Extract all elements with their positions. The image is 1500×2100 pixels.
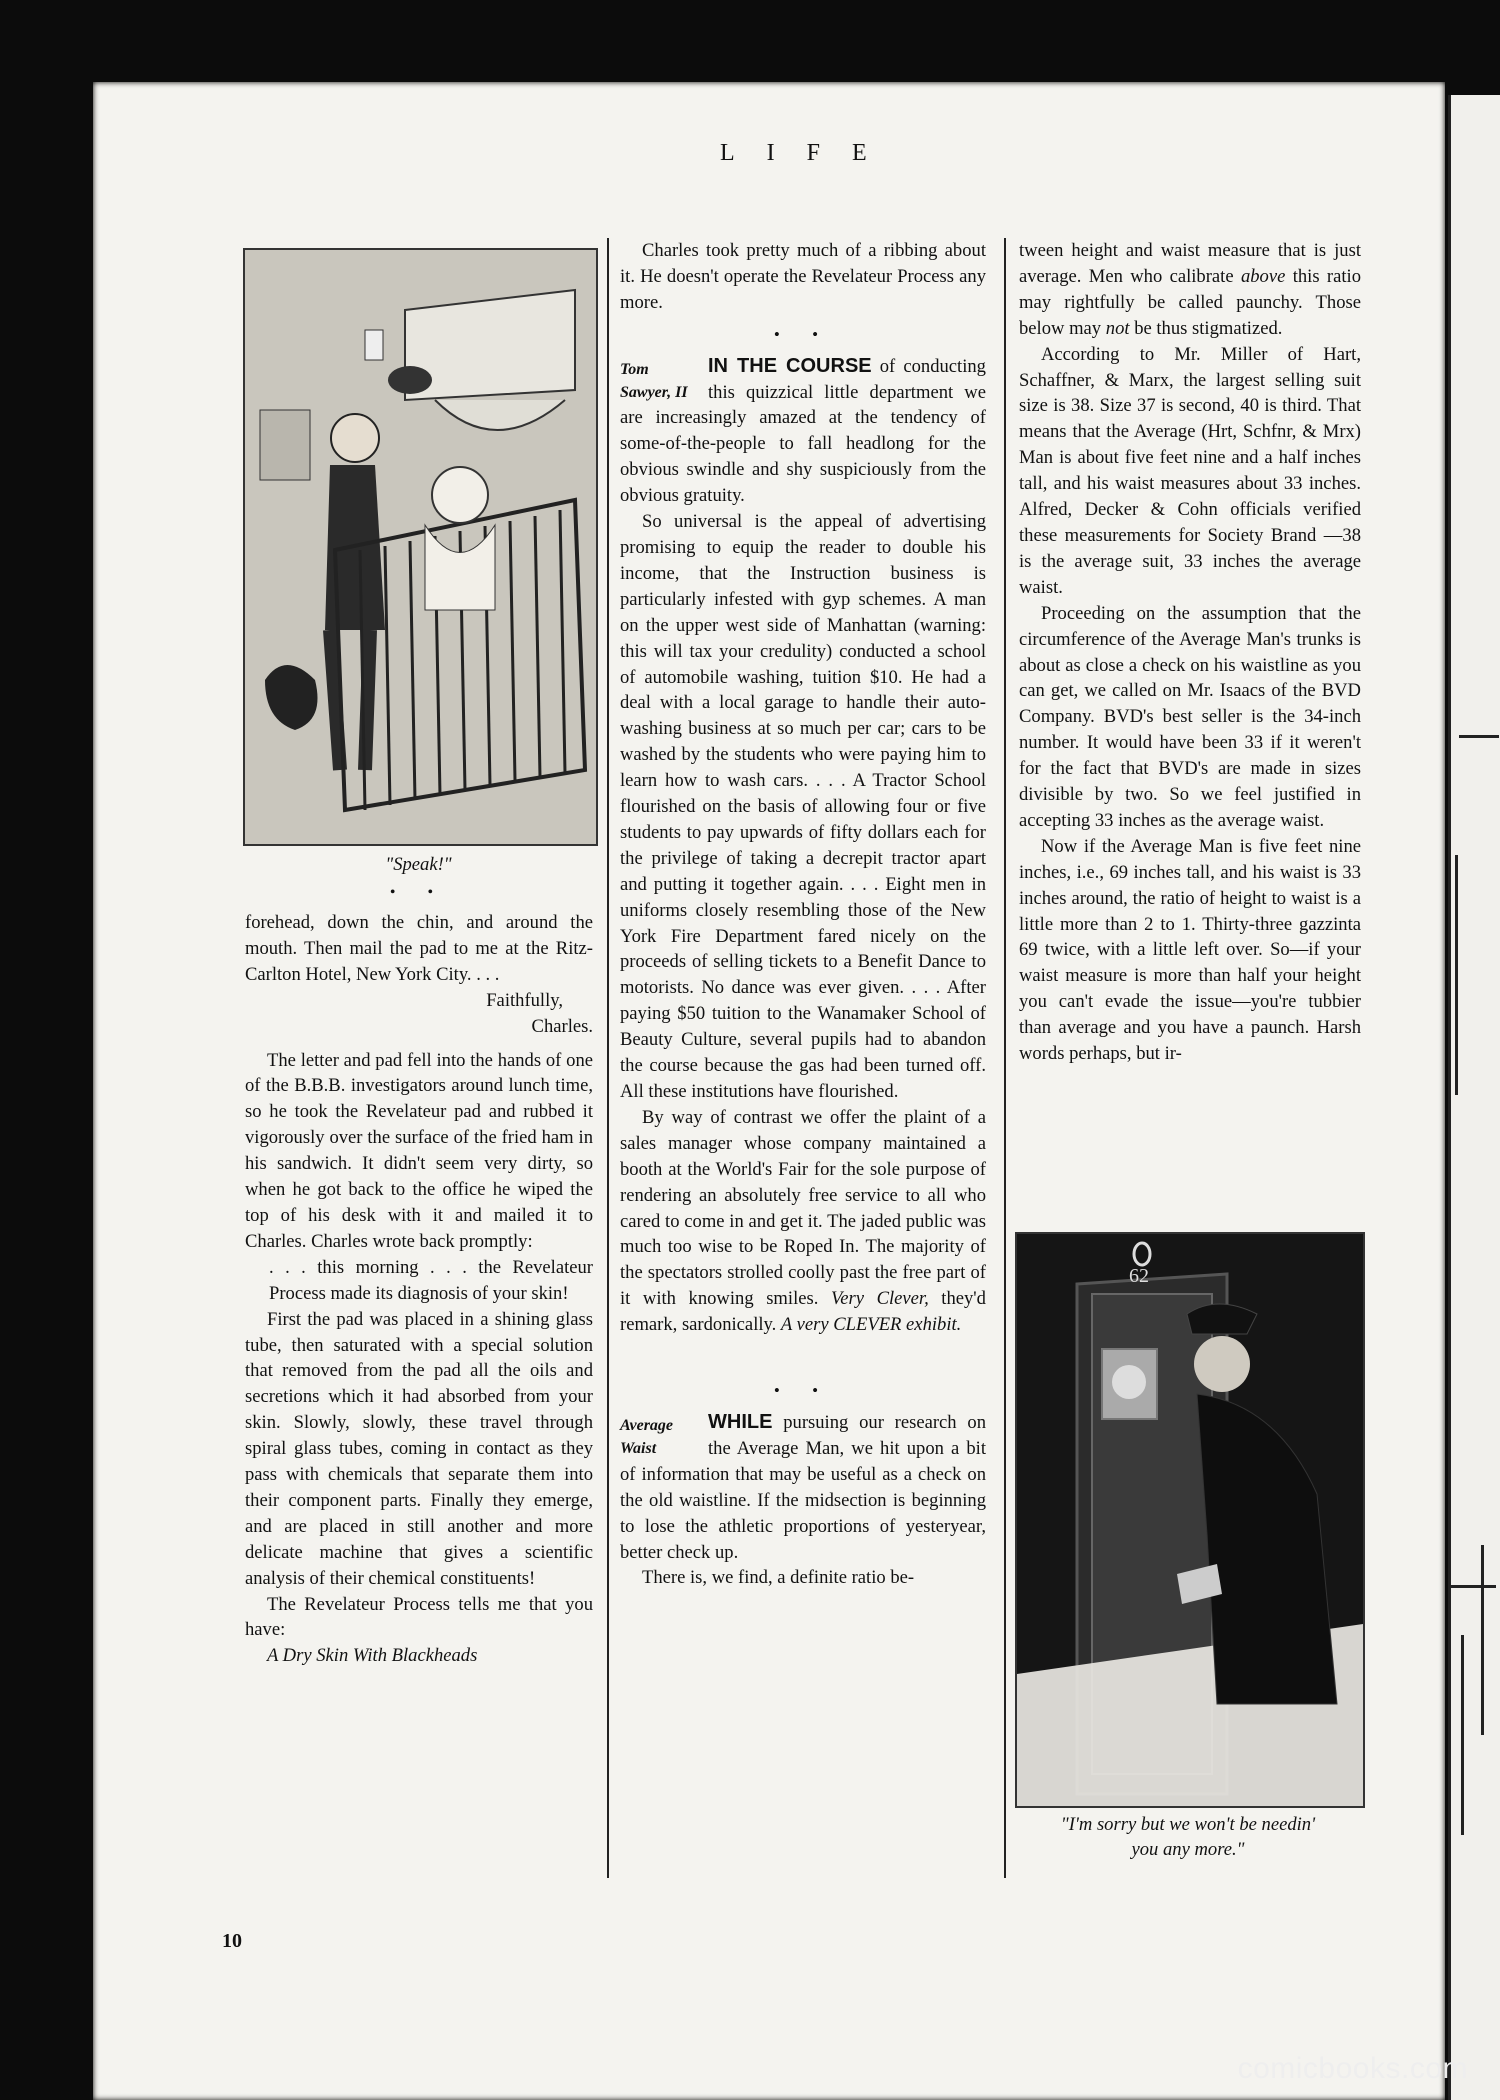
body-paragraph: Now if the Average Man is five feet nine inches, i.e., 69 inches tall, and his waist is 33 inches around, the ratio of height to waist is a little more than 2 to 1. Thirty-three gazzinta 69 twice, with a little left over. So—if your waist measure is more than half your height you can't evade the issue—you're tubbier than average and you have a paunch. Harsh words perhaps, but ir-: [1019, 835, 1361, 1065]
letter-closing: Faithfully,: [486, 989, 563, 1011]
italic-word: above: [1240, 265, 1286, 287]
section-divider-dots: • •: [773, 1381, 833, 1401]
body-paragraph: Charles took pretty much of a ribbing about it. He doesn't operate the Revelateur Process any more.: [620, 240, 986, 313]
boy-and-baby-drawing: [245, 250, 596, 844]
quoted-letter-paragraph: . . . this morning . . . the Revelateur Process made its diagnosis of your skin!: [269, 1256, 593, 1304]
italic-quote: A very CLEVER exhibit.: [780, 1314, 962, 1336]
speak-cartoon-caption: "Speak!": [385, 854, 452, 875]
speak-cartoon-illustration: [243, 248, 598, 846]
body-text: pursuing our research on the Average Man, we hit upon a bit of information that may be useful as a check on the old waistline. If the midsection is beginning to lose the athletic proportions of yesteryear, better check up.: [620, 1411, 986, 1563]
column-rule: [607, 238, 609, 1878]
body-paragraph: There is, we find, a definite ratio be-: [642, 1567, 915, 1589]
letter-signature: Charles.: [531, 1015, 593, 1037]
column-rule: [1004, 238, 1006, 1878]
body-paragraph: [620, 1105, 986, 1338]
tom-sawyer-section: [620, 354, 986, 509]
body-paragraph: [1019, 238, 1361, 342]
doorman-cartoon-caption-line2: you any more.": [1131, 1839, 1245, 1860]
body-text: By way of contrast we offer the plaint of a sales manager whose company maintained a booth at the World's Fair for the sole purpose of rendering an absolutely free service to all who cared to come in and get it. The jaded public was much too wise to be Roped In. The majority of the spectators strolled coolly past the free part of it with knowing smiles.: [620, 1106, 986, 1310]
column-three: [1019, 238, 1361, 1067]
column-one: [245, 910, 593, 1669]
letter-continuation-paragraph: forehead, down the chin, and around the mouth. Then mail the pad to me at the Ritz-Carlton Hotel, New York City. . . .: [245, 912, 593, 985]
body-paragraph: The letter and pad fell into the hands of one of the B.B.B. investigators around lunch time, so he took the Revelateur pad and rubbed it vigorously over the surface of the fried ham in his sandwich. It didn't seem very dirty, so when he got back to the office he wiped the top of his desk with it and mailed it to Charles. Charles wrote back promptly:: [245, 1049, 593, 1252]
section-divider-dots: • •: [389, 884, 448, 901]
body-paragraph: According to Mr. Miller of Hart, Schaffner, & Marx, the largest selling suit size is 38. Size 37 is second, 40 is third. That means that the Average (Hrt, Schfnr, & Mrx) Man is about five feet nine and a half inches tall, and his waist measures about 33 inches. Alfred, Decker & Cohn officials verified these measurements for Society Brand —38 is the average suit, 33 inches the average waist.: [1019, 343, 1361, 598]
body-paragraph: First the pad was placed in a shining glass tube, then saturated with a special solution that removed from the pad all the oils and secretions which it had absorbed from your skin. Slowly, slowly, these travel through spiral glass tubes, coming in contact as they pass with chemicals that separate them into their component parts. Finally they emerge, and are placed in still another and more delicate machine that gives a scientific analysis of their chemical constituents!: [245, 1308, 593, 1589]
body-text: of conducting this quizzical little department we are increasingly amazed at the tendency of some-of-the-people to fall headlong for the obvious swindle and shy suspiciously from the obvious gratuity.: [620, 355, 986, 507]
doorman-cartoon-caption-line1: "I'm sorry but we won't be needin': [1060, 1814, 1316, 1835]
section-sidehead: Tom Sawyer, II: [620, 360, 688, 401]
diagnosis-text: A Dry Skin With Blackheads: [267, 1645, 478, 1667]
body-text: this ratio may rightfully be called paunchy. Those below may: [1019, 265, 1362, 339]
body-paragraph: Proceeding on the assumption that the circumference of the Average Man's trunks is about as close a check on his waistline as you can get, we called on Mr. Isaacs of the BVD Company. BVD's best seller is the 34-inch number. It would have been 33 if it weren't for the fact that BVD's are made in sizes divisible by two. So we feel justified in accepting 33 inches as the average waist.: [1019, 602, 1361, 831]
body-paragraph: So universal is the appeal of advertising promising to equip the reader to double his income, that the Instruction business is particularly infested with gyp schemes. A man on the upper west side of Manhattan (warning: this will tax your credulity) conducted a school of automobile washing, tuition $10. He had a deal with a local garage to handle their auto-washing business at so much per car; cars to be washed by the students who were paying him to learn how to wash cars. . . . A Tractor School flourished on the basis of allowing four or five students to pay upwards of fifty dollars each for the privilege of taking a decrepit tractor apart and putting it together again. . . . Eight men in uniforms closely resembling those of the New York Fire Department fared nicely on the proceeds of selling tickets to a Benefit Dance to motorists. No dance was ever given. . . . After paying $50 tuition to the Wanamaker School of Beauty Culture, several pupils had to abandon the course because the gas had been turned off. All these institutions have flourished.: [620, 511, 986, 1102]
door-number-text: 62: [1129, 1265, 1149, 1287]
column-two: [620, 238, 986, 1591]
adjacent-page-edge: [1448, 95, 1500, 2100]
section-divider-dots: • •: [773, 324, 833, 344]
magazine-title: LIFE: [720, 140, 899, 166]
door-and-man-drawing: [1017, 1234, 1363, 1806]
average-waist-section: [620, 1410, 986, 1565]
doorman-cartoon-illustration: [1015, 1232, 1365, 1808]
italic-word: not: [1105, 317, 1130, 339]
page-number: 10: [222, 1930, 242, 1952]
section-lead-in: WHILE: [708, 1410, 773, 1433]
section-lead-in: IN THE COURSE: [708, 354, 872, 377]
section-sidehead: Average Waist: [620, 1416, 674, 1457]
body-text: tween height and waist measure that is just average. Men who calibrate: [1019, 240, 1361, 287]
body-text: they'd remark, sardonically.: [620, 1288, 986, 1336]
italic-quote: Very Clever,: [830, 1288, 929, 1310]
body-text: be thus stigmatized.: [1134, 317, 1283, 339]
body-paragraph: The Revelateur Process tells me that you have:: [245, 1593, 593, 1641]
watermark-text: comicbooks.com: [1237, 2052, 1468, 2085]
